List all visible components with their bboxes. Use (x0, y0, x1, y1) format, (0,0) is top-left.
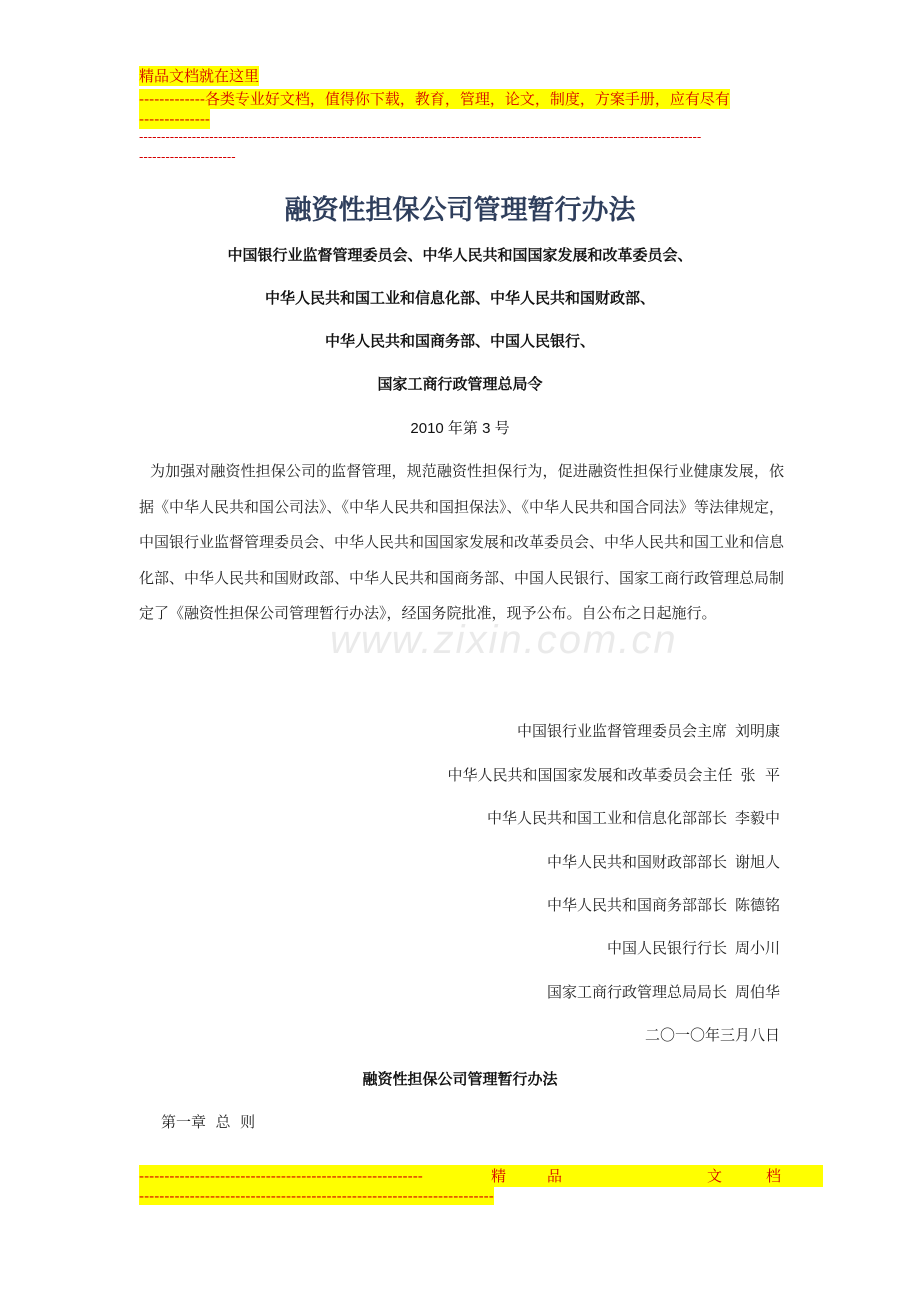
issuer-line-1: 中国银行业监督管理委员会、中华人民共和国国家发展和改革委员会、 (227, 246, 693, 264)
chapter-heading: 第一章 总 则 (161, 1113, 256, 1131)
header-line-4: -------------------------------------------------------------------------------------------------------------------------------- (139, 130, 702, 145)
footer-word: 精 (491, 1167, 507, 1185)
watermark: www.zixin.com.cn (330, 618, 678, 662)
signatory-name: 刘明康 (734, 722, 780, 740)
footer-dashes-line: ---------------------------------------------------------------------- (139, 1187, 494, 1205)
preamble-paragraph: 为加强对融资性担保公司的监督管理，规范融资性担保行为，促进融资性担保行业健康发展，依据《中华人民共和国公司法》、《中华人民共和国担保法》、《中华人民共和国合同法》等法律规定，中国银行业监督管理委员会、中华人民共和国国家发展和改革委员会、中华人民共和国工业和信息化部、中华人民共和国财政部、中华人民共和国商务部、中国人民银行、国家工商行政管理总局制定了《融资性担保公司管理暂行办法》，经国务院批准，现予公布。自公布之日起施行。 (139, 462, 785, 622)
signatory-name: 周小川 (734, 939, 780, 957)
header-line-5: ---------------------- (139, 150, 236, 165)
signatory-name: 陈德铭 (734, 896, 780, 914)
signatory-name: 周伯华 (734, 983, 780, 1001)
signatory-6 (607, 937, 780, 958)
order-number: 2010 年第 3 号 (410, 420, 510, 437)
issue-date: 二〇一〇年三月八日 (644, 1026, 780, 1044)
signatory-title: 中华人民共和国工业和信息化部部长 (486, 809, 727, 827)
signatory-title: 中华人民共和国商务部部长 (546, 896, 727, 914)
header-line-3: -------------- (139, 110, 210, 128)
footer-banner (139, 1165, 823, 1187)
footer-word: 文 (707, 1167, 723, 1185)
signatory-2 (447, 764, 780, 785)
document-title: 融资性担保公司管理暂行办法 (284, 195, 636, 226)
signatory-4 (547, 851, 780, 872)
signatory-3 (487, 807, 780, 828)
signatory-title: 中华人民共和国国家发展和改革委员会主任 (447, 766, 733, 784)
signatory-5 (547, 894, 780, 915)
signatory-title: 国家工商行政管理总局局长 (546, 983, 727, 1001)
footer-dashes: -------------------------------------------------------- (139, 1167, 423, 1185)
footer-word: 档 (766, 1167, 782, 1185)
signatory-title: 中国人民银行行长 (606, 939, 727, 957)
header-line-2: -------------各类专业好文档，值得你下载，教育，管理，论文，制度，方案手册，应有尽有 (139, 90, 730, 108)
issuer-line-3: 中华人民共和国商务部、中国人民银行、 (324, 332, 595, 350)
header-line-1: 精品文档就在这里 (139, 67, 260, 85)
regulation-title: 融资性担保公司管理暂行办法 (362, 1070, 558, 1088)
signatory-title: 中国银行业监督管理委员会主席 (516, 722, 727, 740)
signatory-7 (547, 981, 780, 1002)
signatory-1 (517, 720, 780, 741)
signatory-name: 张 平 (740, 766, 780, 784)
issuer-line-4: 国家工商行政管理总局令 (377, 375, 543, 393)
footer-word: 品 (547, 1167, 563, 1185)
signatory-name: 谢旭人 (734, 853, 780, 871)
signatory-title: 中华人民共和国财政部部长 (546, 853, 727, 871)
issuer-line-2: 中华人民共和国工业和信息化部、中华人民共和国财政部、 (264, 289, 655, 307)
signatory-name: 李毅中 (734, 809, 780, 827)
